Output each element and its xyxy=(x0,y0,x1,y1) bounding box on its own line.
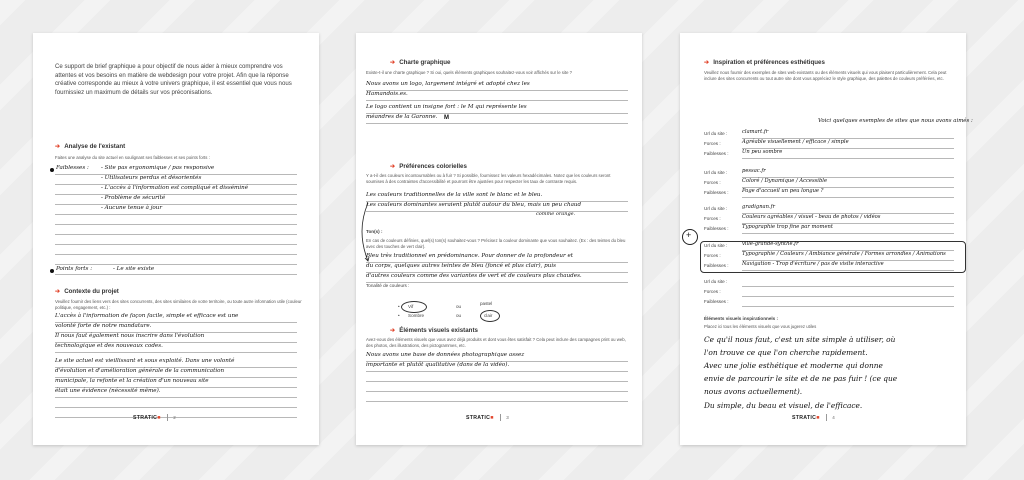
site-field-label: Url du site : xyxy=(704,206,728,211)
site-field-label: Url du site : xyxy=(704,279,728,284)
brief-page-4 xyxy=(680,33,973,445)
charte-line: méandres de la Garonne. xyxy=(366,114,438,120)
option-sombre[interactable]: Sombre xyxy=(408,313,425,318)
answer-line xyxy=(742,306,954,307)
answer-line xyxy=(742,233,954,234)
option-clair[interactable]: clair xyxy=(484,313,493,318)
answer-line xyxy=(742,296,954,297)
logo-m-sketch-icon: M xyxy=(444,115,449,121)
arrow-icon: ➔ xyxy=(390,163,396,170)
site-field-label: Faiblesses : xyxy=(704,226,729,231)
option-or: ou xyxy=(456,313,462,318)
page-footer xyxy=(133,414,176,421)
visuels-prompt: Avez-vous des éléments visuels que vous avez déjà produits et dont vous êtes satisfait ? Cela peut inclure des campagnes print ou web, des photos, des illustrations, des pictogrammes, etc. xyxy=(366,337,626,348)
site-field-label: Url du site : xyxy=(704,243,728,248)
site-url-value: clamart.fr xyxy=(742,129,769,135)
section-title-inspiration: ➔ Inspiration et préférences esthétiques xyxy=(704,59,825,66)
site-field-label: Forces : xyxy=(704,180,721,185)
answer-line xyxy=(742,270,954,271)
selected-circle-vif xyxy=(401,301,427,313)
stratic-logo: STRATIC■ xyxy=(133,414,161,421)
contexte-line: volonté forte de notre mandature. xyxy=(55,323,152,329)
stratic-logo: STRATIC■ xyxy=(792,414,820,421)
site-faiblesses-value: Typographie trop fine par moment xyxy=(742,224,833,230)
site-faiblesses-value: Page d'accueil un peu longue ? xyxy=(742,188,824,194)
elements-title: Éléments visuels inspirationnels : xyxy=(704,316,779,321)
site-field-label: Url du site : xyxy=(704,170,728,175)
section-title-charte: ➔ Charte graphique xyxy=(390,59,451,66)
contexte-line: Il nous faut également nous inscrire dans l'évolution xyxy=(55,333,205,339)
arrow-icon: ➔ xyxy=(390,327,396,334)
site-url-value: gradignan.fr xyxy=(742,204,776,210)
contexte-line: technologique et des nouveaux codes. xyxy=(55,343,163,349)
inspiration-note: Voici quelques exemples de sites que nous avons aimés : xyxy=(818,118,973,124)
site-forces-value: Typographie / Couleurs / Ambiance générale / Formes arrondies / Animations xyxy=(742,251,946,257)
option-vif[interactable]: Vif xyxy=(408,304,414,309)
stratic-logo: STRATIC■ xyxy=(466,414,494,421)
visuels-line: importante et plutôt qualitative (dans de la vidéo). xyxy=(366,362,510,368)
couleurs-line: comme orange. xyxy=(536,211,576,217)
site-forces-value: Agréable visuellement / efficace / simple xyxy=(742,139,849,145)
elements-line: nous avons actuellement). xyxy=(704,387,803,396)
elements-line: Avec une jolie esthétique et moderne qui donne xyxy=(704,361,883,370)
tons-line: Bleu très traditionnel en prédominance. Pour donner de la profondeur et xyxy=(366,253,574,259)
site-faiblesses-value: Un peu sombre xyxy=(742,149,783,155)
site-forces-value: Couleurs agréables / visuel - beau de photos / vidéos xyxy=(742,214,881,220)
couleurs-line: Les couleurs dominantes seraient plutôt autour du bleu, mais un peu chaud xyxy=(366,202,582,208)
site-field-label: Forces : xyxy=(704,253,721,258)
charte-prompt: Existe-t-il une charte graphique ? Si oui, quels éléments graphiques souhaitez-vous voir affichés sur le site ? xyxy=(366,70,573,75)
weak-item: - Site pas ergonomique / pas responsive xyxy=(101,165,215,171)
elements-line: Du simple, du beau et visuel, de l'efficace. xyxy=(704,401,863,410)
answer-line xyxy=(742,286,954,287)
page-number: 2 xyxy=(173,415,176,420)
section-title-visuels: ➔ Éléments visuels existants xyxy=(390,327,478,334)
highlight-box xyxy=(700,241,966,273)
site-field-label: Url du site : xyxy=(704,131,728,136)
site-forces-value: Coloré / Dynamique / Accessible xyxy=(742,178,828,184)
option-bullet: • xyxy=(398,313,400,318)
page-number: 4 xyxy=(832,415,835,420)
analyse-prompt: Faites une analyse du site actuel en soulignant ses faiblesses et ses points forts : xyxy=(55,155,210,160)
site-field-label: Forces : xyxy=(704,141,721,146)
strong-text: - Le site existe xyxy=(113,266,155,272)
option-or: ou xyxy=(456,304,462,309)
answer-line xyxy=(742,158,954,159)
contexte-line: L'accès à l'information de façon facile, simple et efficace est une xyxy=(55,313,239,319)
site-url-value: ville-grande-synthe.fr xyxy=(742,241,799,247)
weak-item: - Problème de sécurité xyxy=(101,195,166,201)
site-field-label: Faiblesses : xyxy=(704,299,729,304)
site-field-label: Faiblesses : xyxy=(704,151,729,156)
weak-item: - Utilisateurs perdus et désorientés xyxy=(101,175,202,181)
option-bullet: • xyxy=(398,304,400,309)
arrow-icon: ➔ xyxy=(704,59,710,66)
intro-paragraph: Ce support de brief graphique a pour objectif de nous aider à mieux comprendre vos attentes et vos besoins en matière de webdesign pour votre projet. Afin que la réponse créative corresponde au mieux à votre univers graphique, il est essentiel que vous nous fournissiez un maximum de détails sur vos préconisations. xyxy=(55,63,292,96)
tons-line: d'autres couleurs comme des variantes de vert et de couleurs plus chaudes. xyxy=(366,273,582,279)
site-url-value: pessac.fr xyxy=(742,168,766,174)
elements-line: envie de parcourir le site et de ne pas fuir ! (ce que xyxy=(704,374,898,383)
contexte-prompt: Veuillez fournir des liens vers des sites concurrents, des sites similaires de votre territoire, ou toute autre information utile (couleur politique, engagement, etc.) : xyxy=(55,299,302,310)
page-footer xyxy=(466,414,509,421)
site-faiblesses-value: Navigation - Trop d'écriture / pas de visite interactive xyxy=(742,261,884,267)
arrow-icon: ➔ xyxy=(55,143,61,150)
strong-label: Points forts : xyxy=(56,266,93,272)
brief-page-2 xyxy=(33,33,319,445)
tons-prompt: En cas de couleurs définies, quel(s) ton(s) souhaitez-vous ? Précisez la couleur dominante que vous souhaitez. (Ex : des teintes du bleu avec des touches de vert clair). xyxy=(366,238,626,249)
brief-page-3 xyxy=(356,33,642,445)
bullet-dot xyxy=(50,168,54,172)
site-field-label: Forces : xyxy=(704,216,721,221)
weak-label: Faiblesses : xyxy=(56,165,89,171)
arrow-icon: ➔ xyxy=(55,288,61,295)
selected-circle-clair xyxy=(480,310,500,322)
charte-line: Nous avons un logo, largement intégré et adopté chez les xyxy=(366,81,530,87)
charte-line: Le logo contient un insigne fort : le M qui représente les xyxy=(366,104,527,110)
tons-label: Ton(s) : xyxy=(366,229,383,234)
elements-prompt: Placez ici tous les éléments visuels que vous jugerez utiles xyxy=(704,324,817,329)
tonalite-label: Tonalité de couleurs : xyxy=(366,283,410,288)
contexte-line: était une évidence (nécessité même). xyxy=(55,388,161,394)
visuels-line: Nous avons une base de données photographique assez xyxy=(366,352,525,358)
site-field-label: Faiblesses : xyxy=(704,190,729,195)
plus-icon: + xyxy=(686,230,692,240)
contexte-line: Le site actuel est vieillissant et sous exploité. Dans une volonté xyxy=(55,358,235,364)
couleurs-prompt: Y a-t-il des couleurs incontournables ou à fuir ? Si possible, fournissez les valeurs hexadécimales. Notez que les couleurs seront soumises à des contraintes d'accessibilité et pourront être ajustées pour respecter les taux de contraste requis. xyxy=(366,173,611,184)
elements-line: Ce qu'il nous faut, c'est un site simple à utiliser, où xyxy=(704,335,896,344)
bullet-dot xyxy=(50,269,54,273)
inspiration-prompt: Veuillez nous fournir des exemples de sites web existants ou des éléments visuels qui vous plaisent particulièrement. Cela peut inclure des sites concurrents ou tout autre site dont vous appréciez le style graphique, des palettes de couleurs préférées, etc. xyxy=(704,70,947,81)
weak-item: - L'accès à l'information est compliqué et disséminé xyxy=(101,185,249,191)
page-number: 3 xyxy=(506,415,509,420)
section-title-analyse: ➔ Analyse de l'existant xyxy=(55,143,126,150)
weak-item: - Aucune tenue à jour xyxy=(101,205,163,211)
section-title-contexte: ➔ Contexte du projet xyxy=(55,288,119,295)
answer-line xyxy=(742,197,954,198)
site-field-label: Faiblesses : xyxy=(704,263,729,268)
option-pastel[interactable]: pastel xyxy=(480,301,493,306)
charte-line: Hamandois.es. xyxy=(366,91,408,97)
tons-line: du corps, quelques autres teintes de bleu (foncé et plus clair), puis xyxy=(366,263,556,269)
arrow-icon: ➔ xyxy=(390,59,396,66)
elements-line: l'on trouve ce que l'on cherche rapidement. xyxy=(704,348,868,357)
contexte-line: d'évolution et d'amélioration générale de la communication xyxy=(55,368,225,374)
couleurs-line: Les couleurs traditionnelles de la ville sont le blanc et le bleu. xyxy=(366,192,543,198)
section-title-couleurs: ➔ Préférences colorielles xyxy=(390,163,467,170)
page-footer xyxy=(792,414,835,421)
contexte-line: municipale, la refonte et la création d'un nouveau site xyxy=(55,378,209,384)
site-field-label: Forces : xyxy=(704,289,721,294)
